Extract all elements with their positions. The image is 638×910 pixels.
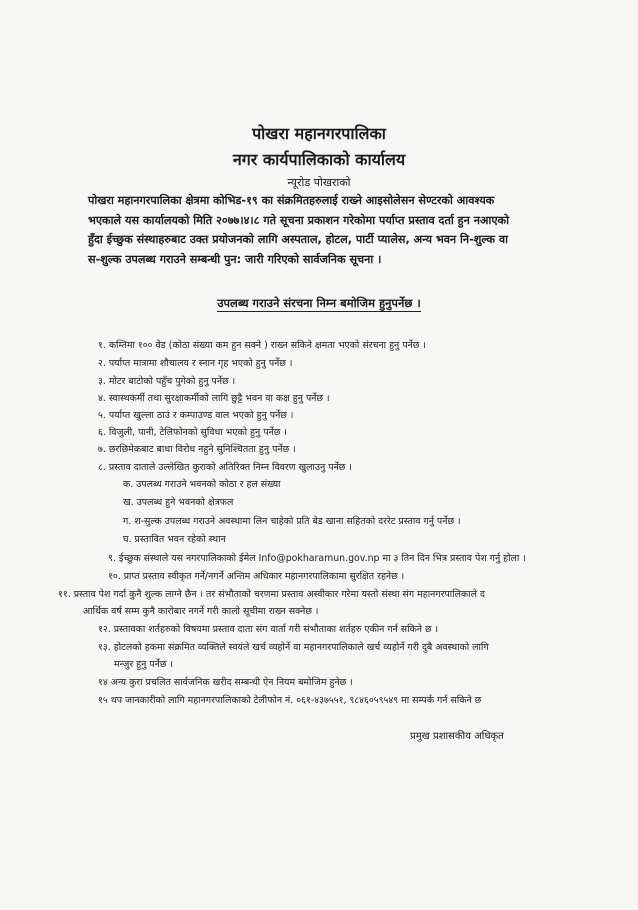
- sub-list-item: क. उपलब्ध गराउने भवनको कोठा र हल संख्या: [123, 479, 281, 490]
- section-heading-text: उपलब्ध गराउने संरचना निम्न बमोजिम हुनुपर्नेछ ।: [217, 296, 421, 310]
- list-item: ४. स्वास्थकर्मी तथा सुरक्षाकर्मीको लागि छुट्टै भवन वा कक्ष हुनु पर्नेछ ।: [98, 393, 330, 404]
- sub-list-item: ग. श-सुल्क उपलब्ध गराउने अवस्थामा लिन चाहेको प्रति बेड खाना सहितको दररेट प्रस्ताव गर्नु पर्नेछ ।: [123, 516, 461, 527]
- list-item: २. पर्याप्त मात्रामा शौचालय र स्नान गृह भएको हुनु पर्नेछ ।: [98, 358, 293, 369]
- list-item: ११. प्रस्ताव पेश गर्दा कुनै शुल्क लाग्ने छैन । तर संभौताको चरणमा प्रस्ताव अस्वीकार गरेमा यस्तो संस्था संग महानगरपालिकाले द: [58, 589, 485, 600]
- sub-list-item: घ. प्रस्तावित भवन रहेको स्थान: [123, 534, 226, 545]
- signatory-title: प्रमुख प्रशासकीय अधिकृत: [410, 731, 504, 742]
- list-item-continuation: आर्थिक वर्ष सम्म कुनै कारोबार नगर्ने गरी कालो सूचीमा राख्न सक्नेछ ।: [83, 606, 319, 617]
- intro-line: पोखरा महानगरपालिका क्षेत्रमा कोभिड-१९ का संक्रमितहरुलाई राख्ने आइसोलेसन सेण्टरको आवश्यक: [88, 194, 495, 207]
- section-heading: [0, 296, 638, 311]
- list-item: ६. विजुली, पानी, टेलिफोनको सुविधा भएको हुनु पर्नेछ ।: [98, 427, 287, 438]
- list-item: ५. पर्याप्त खुल्ला ठाउं र कम्पाउण्ड वाल भएको हुनु पर्नेछ ।: [98, 410, 294, 421]
- list-item: १. कम्तिमा १०० वेड (कोठा संख्या कम हुन सक्ने ) राख्न सकिने क्षमता भएको संरचना हुनु पर्नेछ ।: [98, 340, 426, 351]
- list-item: १२. प्रस्तावका शर्तहरुको विषयमा प्रस्ताव दाता संग वार्ता गरी संभौताका शर्तहरु एकीन गर्न सकिने छ ।: [98, 624, 439, 635]
- list-item: ९. ईच्छुक संस्थाले यस नगरपालिकाको ईमेल Info@pokharamun.gov.np मा ३ तिन दिन भित्र प्रस्ताव पेश गर्नु होला ।: [108, 553, 526, 564]
- list-item: १४ अन्य कुरा प्रचलित सार्वजनिक खरीद सम्बन्धी ऐन नियम बमोजिम हुनेछ ।: [98, 677, 353, 688]
- intro-paragraph: [88, 191, 628, 269]
- intro-line: स-शुल्क उपलब्ध गराउने सम्बन्धी पुन: जारी गरिएको सार्वजनिक सूचना ।: [88, 252, 382, 266]
- sub-list-item: ख. उपलब्ध हुने भवनको क्षेत्रफल: [123, 497, 234, 508]
- list-item: ३. मोटर बाटोको पहुँच पुगेको हुनु पर्नेछ ।: [98, 376, 236, 387]
- list-item: १०. प्राप्त प्रस्ताव स्वीकृत गर्ने/नगर्ने अन्तिम अधिकार महानगरपालिकामा सुरक्षित रहनेछ ।: [108, 571, 405, 582]
- list-item: ७. छरछिमेकबाट बाधा विरोध नहुने सुनिश्चितता हुनु पर्नेछ ।: [98, 444, 296, 455]
- intro-line: भएकाले यस कार्यालयको मिति २०७७।४।८ गते सूचना प्रकाशन गरेकोमा पर्याप्त प्रस्ताव दर्ता हुन नआएको: [88, 213, 510, 227]
- office-name: पोखरा महानगरपालिका: [252, 124, 386, 143]
- office-subtitle: नगर कार्यपालिकाको कार्यालय: [232, 150, 406, 169]
- list-item: १५ थप जानकारीको लागि महानगरपालिकाको टेलीफोन नं. ०६१-४३७५५१, ९८४६०५९५४९ मा सम्पर्क गर्न सकिने छ: [98, 695, 482, 706]
- list-item-continuation: मन्जुर हुनु पर्नेछ ।: [114, 659, 173, 670]
- list-item: ८. प्रस्ताव दाताले उल्लेखित कुराको अतिरिक्त निम्न विवरण खुलाउनु पर्नेछ ।: [98, 462, 352, 473]
- list-item: १३. होटलको हकमा संक्रमित व्यक्तिले स्वयंले खर्च व्यहोर्ने वा महानगरपालिकाले खर्च व्यहोर्ने गरी दुबै अवस्थाको लागि: [98, 642, 489, 653]
- intro-line: हुँदा ईच्छुक संस्थाहरुबाट उक्त प्रयोजनको लागि अस्पताल, होटल, पार्टी प्यालेस, अन्य भवन नि-शुल्क वा: [88, 233, 509, 246]
- office-location: न्यूरोड पोखराको: [287, 176, 351, 189]
